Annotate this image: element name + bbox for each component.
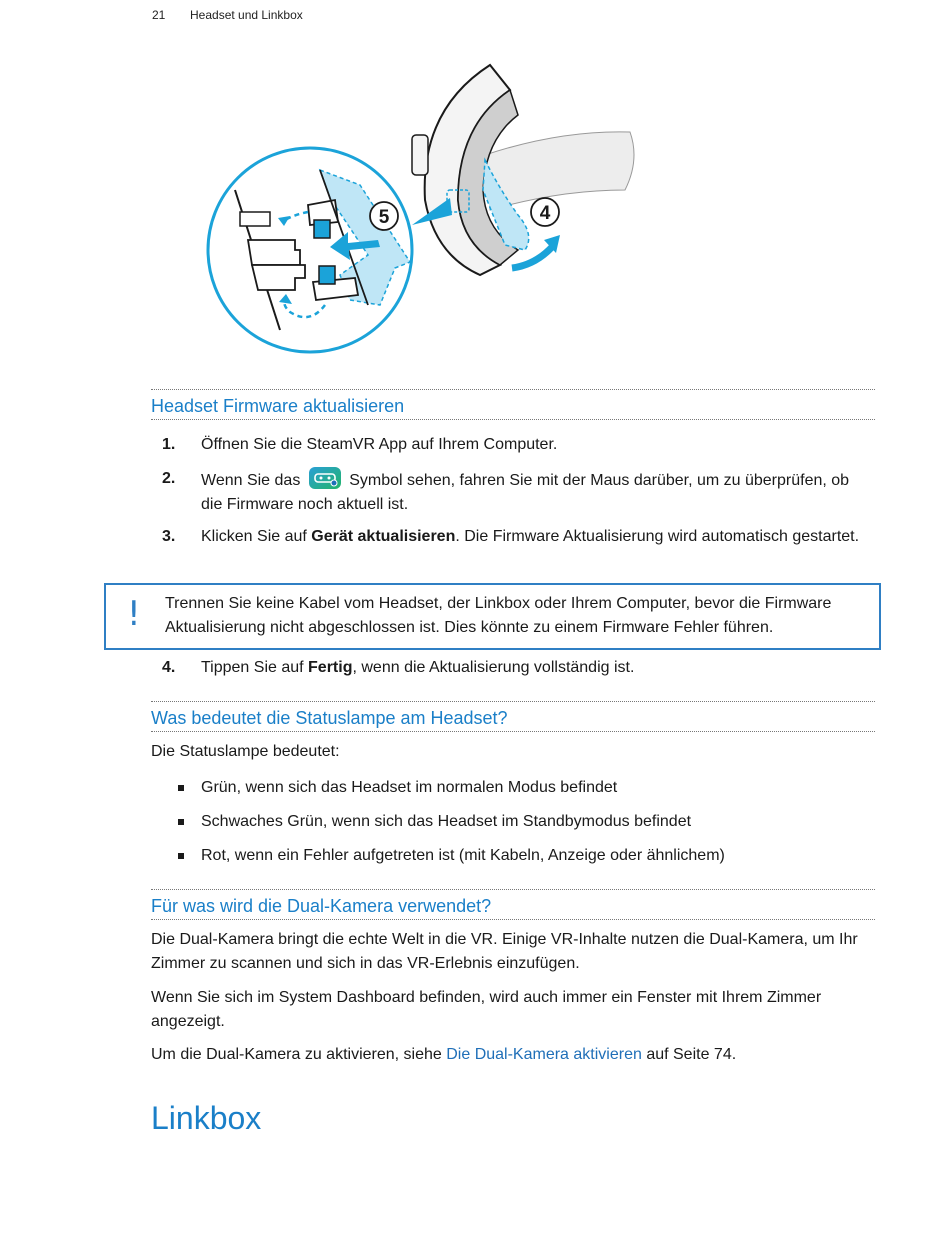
- paragraph-text-part: Um die Dual-Kamera zu aktivieren, siehe: [151, 1046, 447, 1063]
- chapter-title: Headset und Linkbox: [190, 8, 303, 22]
- step-text-part: Klicken Sie auf: [201, 528, 312, 545]
- dual-camera-paragraph-3: [151, 1043, 875, 1067]
- chapter-heading-linkbox: Linkbox: [151, 1100, 262, 1136]
- list-item: [178, 776, 878, 800]
- bullet-marker: [178, 853, 184, 859]
- step-text: Öffnen Sie die SteamVR App auf Ihrem Computer.: [201, 436, 558, 453]
- list-item: [178, 844, 878, 868]
- section-heading-status-light: [151, 701, 875, 732]
- step-3: [162, 525, 874, 549]
- callout-4: 4: [539, 203, 551, 224]
- step-1: [162, 433, 874, 457]
- list-item: [178, 810, 878, 834]
- step-text-part: , wenn die Aktualisierung vollständig ist.: [352, 659, 635, 676]
- step-text: [201, 467, 874, 517]
- dual-camera-link[interactable]: Die Dual-Kamera aktivieren: [446, 1046, 642, 1063]
- ui-term-done: Fertig: [308, 659, 353, 676]
- callout-5: 5: [378, 207, 390, 228]
- section-heading-firmware: [151, 389, 875, 420]
- step-number: 4.: [162, 659, 176, 676]
- section-title: Für was wird die Dual-Kamera verwendet?: [151, 896, 492, 916]
- page-header: [152, 8, 303, 22]
- step-number: 3.: [162, 528, 176, 545]
- page-number: 21: [152, 8, 166, 22]
- list-item-text: Schwaches Grün, wenn sich das Headset im Standbymodus befindet: [201, 813, 692, 830]
- ui-term-update-device: Gerät aktualisieren: [311, 528, 456, 545]
- paragraph-text-part: auf Seite 74.: [641, 1046, 737, 1063]
- list-item-text: Rot, wenn ein Fehler aufgetreten ist (mit Kabeln, Anzeige oder ähnlichem): [201, 847, 725, 864]
- dual-camera-paragraph-2: Wenn Sie sich im System Dashboard befinden, wird auch immer ein Fenster mit Ihrem Zimmer angezeigt.: [151, 989, 822, 1030]
- step-2: [162, 467, 874, 517]
- warning-note: [104, 583, 881, 650]
- step-text: [201, 656, 874, 680]
- warning-text: Trennen Sie keine Kabel vom Headset, der Linkbox oder Ihrem Computer, bevor die Firmware Aktualisierung nicht abgeschlossen ist. Dies könnte zu einem Firmware Fehler führen.: [165, 595, 832, 636]
- step-text-part: Tippen Sie auf: [201, 659, 309, 676]
- steamvr-headset-icon: [309, 467, 341, 489]
- status-intro: Die Statuslampe bedeutet:: [151, 743, 340, 760]
- step-text-part: Wenn Sie das: [201, 472, 301, 489]
- step-number: 1.: [162, 436, 176, 453]
- step-4: [162, 656, 874, 680]
- bullet-marker: [178, 819, 184, 825]
- step-text: [201, 525, 874, 549]
- step-number: 2.: [162, 470, 176, 487]
- bullet-marker: [178, 785, 184, 791]
- section-heading-dual-camera: [151, 889, 875, 920]
- warning-icon: !: [127, 594, 141, 634]
- dual-camera-paragraph-1: Die Dual-Kamera bringt die echte Welt in die VR. Einige VR-Inhalte nutzen die Dual-Kamera, um Ihr Zimmer zu scannen und sich in das VR-Erlebnis einzufügen.: [151, 931, 858, 972]
- step-text-part: Symbol sehen, fahren Sie mit der Maus darüber, um zu überprüfen, ob die Firmware noch aktuell ist.: [201, 472, 850, 513]
- headset-strap-illustration: [200, 50, 650, 365]
- section-title: Was bedeutet die Statuslampe am Headset?: [151, 708, 508, 728]
- section-title: Headset Firmware aktualisieren: [151, 396, 405, 416]
- list-item-text: Grün, wenn sich das Headset im normalen Modus befindet: [201, 779, 618, 796]
- step-text-part: . Die Firmware Aktualisierung wird automatisch gestartet.: [455, 528, 860, 545]
